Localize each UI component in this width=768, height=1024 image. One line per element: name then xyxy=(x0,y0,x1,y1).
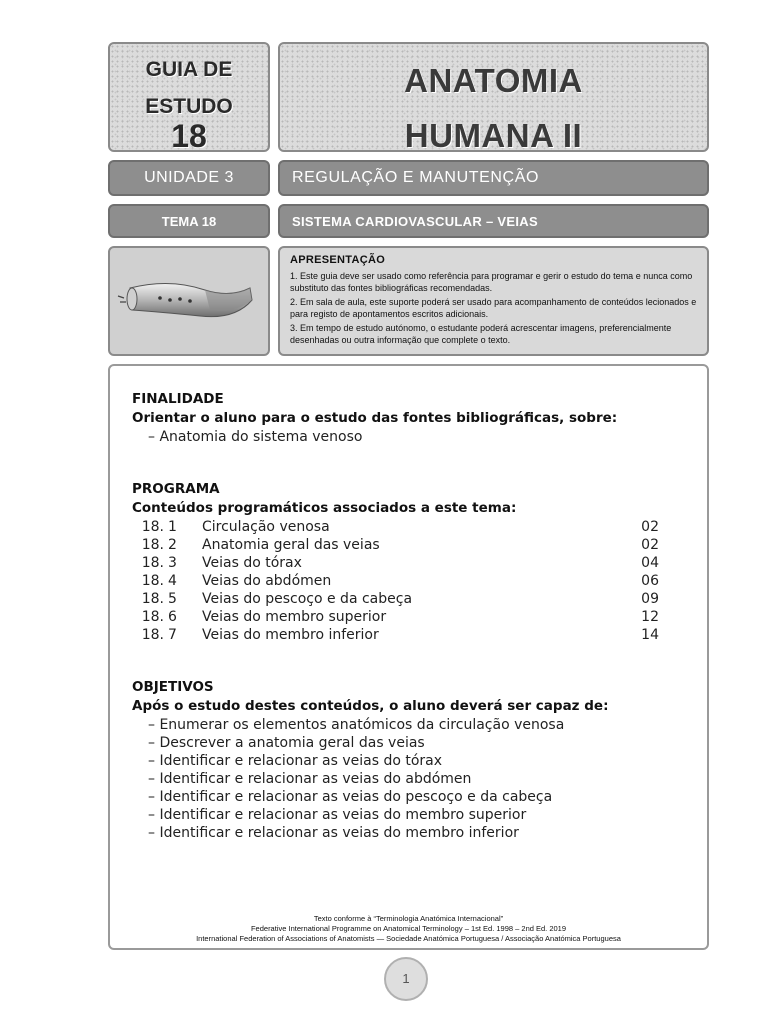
row-chapter: 18. xyxy=(141,609,164,625)
presentation-box xyxy=(278,246,709,356)
course-title-box xyxy=(278,42,709,152)
row-label: Veias do abdómen xyxy=(202,573,332,589)
guide-label-line2: ESTUDO xyxy=(145,95,233,118)
row-label: Anatomia geral das veias xyxy=(202,537,380,553)
page-number: 1 xyxy=(384,957,428,1001)
programa-title: PROGRAMA xyxy=(132,481,220,497)
row-index: 7 xyxy=(168,627,177,643)
course-title-line2: HUMANA II xyxy=(404,117,583,154)
row-chapter: 18. xyxy=(141,591,164,607)
row-page: 04 xyxy=(641,555,659,571)
footer-line-2: Federative International Programme on Anatomical Terminology – 1st Ed. 1998 – 2nd Ed. 2019 xyxy=(250,924,567,933)
row-chapter: 18. xyxy=(141,627,164,643)
course-title-line1: ANATOMIA xyxy=(404,62,583,99)
objetivo-item: – Enumerar os elementos anatómicos da circulação venosa xyxy=(148,717,565,733)
finalidade-item: – Anatomia do sistema venoso xyxy=(148,429,363,445)
row-label: Veias do pescoço e da cabeça xyxy=(202,591,413,607)
row-chapter: 18. xyxy=(141,537,164,553)
row-index: 5 xyxy=(168,591,177,607)
row-page: 12 xyxy=(641,609,659,625)
row-index: 4 xyxy=(168,573,177,589)
footer-line-3: International Federation of Associations of Anatomists — Sociedade Anatómica Portuguesa / Associação Anatómica Portuguesa xyxy=(196,934,621,943)
presentation-item-3: 3. Em tempo de estudo autónomo, o estudante poderá acrescentar imagens, preferencialmente desenhadas ou outra informação que complete o texto. xyxy=(290,323,672,345)
objetivo-item: – Descrever a anatomia geral das veias xyxy=(148,735,425,751)
row-index: 2 xyxy=(168,537,177,553)
programa-list xyxy=(132,518,659,644)
programa-subtitle: Conteúdos programáticos associados a este tema: xyxy=(132,500,517,516)
objetivo-item: – Identificar e relacionar as veias do membro inferior xyxy=(148,825,519,841)
row-label: Veias do membro superior xyxy=(202,609,387,625)
programa-row xyxy=(132,518,659,536)
objetivo-item: – Identificar e relacionar as veias do pescoço e da cabeça xyxy=(148,789,553,805)
guide-number: 18 xyxy=(171,118,207,154)
programa-row xyxy=(132,608,659,626)
theme-title: SISTEMA CARDIOVASCULAR – VEIAS xyxy=(278,204,709,238)
row-label: Veias do tórax xyxy=(202,555,302,571)
programa-row xyxy=(132,626,659,644)
main-content-box xyxy=(108,364,709,950)
objetivos-title: OBJETIVOS xyxy=(132,679,214,695)
row-page: 06 xyxy=(641,573,659,589)
theme-label: TEMA 18 xyxy=(108,204,270,238)
row-page: 02 xyxy=(641,519,659,535)
row-page: 14 xyxy=(641,627,659,643)
programa-row xyxy=(132,536,659,554)
footer-line-1: Texto conforme à “Terminologia Anatómica Internacional” xyxy=(313,914,504,923)
presentation-item-2: 2. Em sala de aula, este suporte poderá ser usado para acompanhamento de conteúdos lecionados e para registo de apontamentos escritos adicionais. xyxy=(290,297,697,319)
programa-row xyxy=(132,554,659,572)
finalidade-title: FINALIDADE xyxy=(132,391,224,407)
row-chapter: 18. xyxy=(141,519,164,535)
row-chapter: 18. xyxy=(141,555,164,571)
row-label: Veias do membro inferior xyxy=(202,627,379,643)
objetivo-item: – Identificar e relacionar as veias do membro superior xyxy=(148,807,527,823)
unit-label: UNIDADE 3 xyxy=(108,160,270,196)
row-page: 02 xyxy=(641,537,659,553)
terminology-footer xyxy=(110,914,707,944)
unit-title: REGULAÇÃO E MANUTENÇÃO xyxy=(278,160,709,196)
guide-label-line1: GUIA DE xyxy=(145,58,233,81)
presentation-item-1: 1. Este guia deve ser usado como referência para programar e gerir o estudo do tema e nunca como substituto das fontes bibliográficas recomendadas. xyxy=(290,271,693,293)
vein-illustration xyxy=(108,246,270,356)
objetivo-item: – Identificar e relacionar as veias do tórax xyxy=(148,753,443,769)
finalidade-subtitle: Orientar o aluno para o estudo das fontes bibliográficas, sobre: xyxy=(132,410,618,426)
vein-segment-icon xyxy=(110,248,268,354)
row-index: 3 xyxy=(168,555,177,571)
row-page: 09 xyxy=(641,591,659,607)
presentation-heading: APRESENTAÇÃO xyxy=(290,254,386,266)
objetivo-item: – Identificar e relacionar as veias do abdómen xyxy=(148,771,472,787)
row-label: Circulação venosa xyxy=(202,519,330,535)
programa-row xyxy=(132,572,659,590)
objetivos-subtitle: Após o estudo destes conteúdos, o aluno deverá ser capaz de: xyxy=(132,698,609,714)
row-index: 6 xyxy=(168,609,177,625)
row-chapter: 18. xyxy=(141,573,164,589)
programa-row xyxy=(132,590,659,608)
study-guide-badge xyxy=(108,42,270,152)
row-index: 1 xyxy=(168,519,177,535)
